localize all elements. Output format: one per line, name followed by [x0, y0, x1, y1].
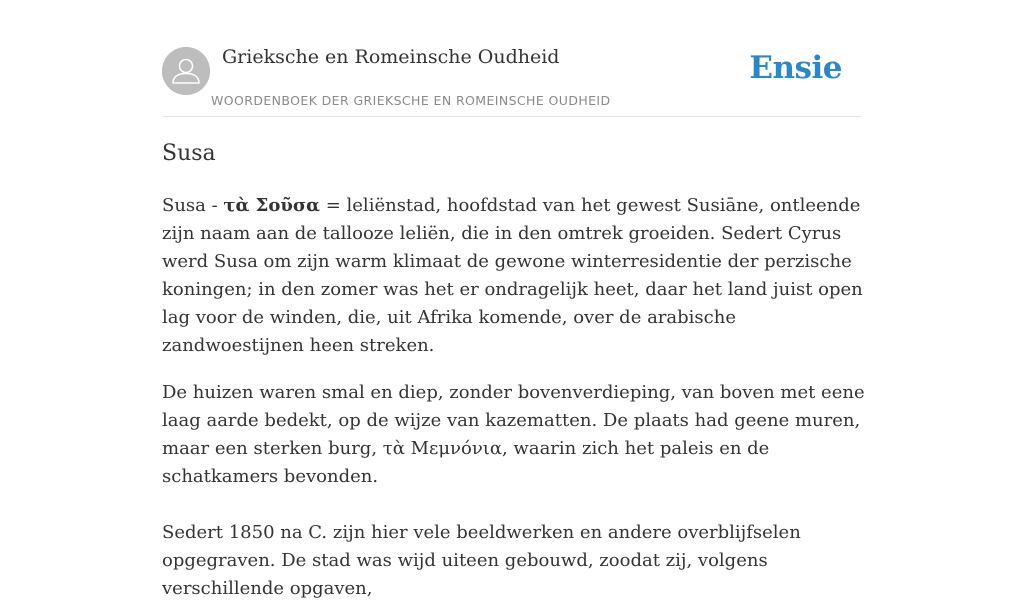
entry-paragraph	[162, 192, 867, 360]
user-icon	[162, 47, 210, 95]
entry-paragraph: De huizen waren smal en diep, zonder bovenverdieping, van boven met eene laag aarde bedekt, op de wijze van kazematten. De plaats had geene muren, maar een sterken burg, τὰ Μεμνόνια, waarin zich het paleis en de schatkamers bevonden.	[162, 382, 865, 487]
avatar[interactable]	[162, 47, 210, 95]
entry-term: Susa -	[162, 195, 224, 216]
greek-term: τὰ Σοῦσα	[223, 195, 320, 216]
entry-body	[162, 192, 867, 603]
book-title-link[interactable]: Grieksche en Romeinsche Oudheid	[222, 46, 560, 68]
brand-logo[interactable]: Ensie	[749, 50, 842, 86]
entry-title: Susa	[162, 141, 216, 166]
page-container	[162, 0, 865, 599]
paragraph-text: = leliënstad, hoofdstad van het gewest Susiāne, ontleende zijn naam aan de tallooze leliën, die in den omtrek groeiden. Sedert Cyrus werd Susa om zijn warm klimaat de gewone winterresidentie der perzische koningen; in den zomer was het er ondragelijk heet, daar het land juist open lag voor de winden, die, uit Afrika komende, over de arabische zandwoestijnen heen streken.	[162, 195, 863, 356]
header	[162, 0, 862, 117]
entry-paragraph: Sedert 1850 na C. zijn hier vele beeldwerken en andere overblijfselen opgegraven. De stad was wijd uiteen gebouwd, zoodat zij, volgens verschillende opgaven,	[162, 522, 801, 599]
book-subtitle: WOORDENBOEK DER GRIEKSCHE EN ROMEINSCHE OUDHEID	[211, 93, 611, 108]
